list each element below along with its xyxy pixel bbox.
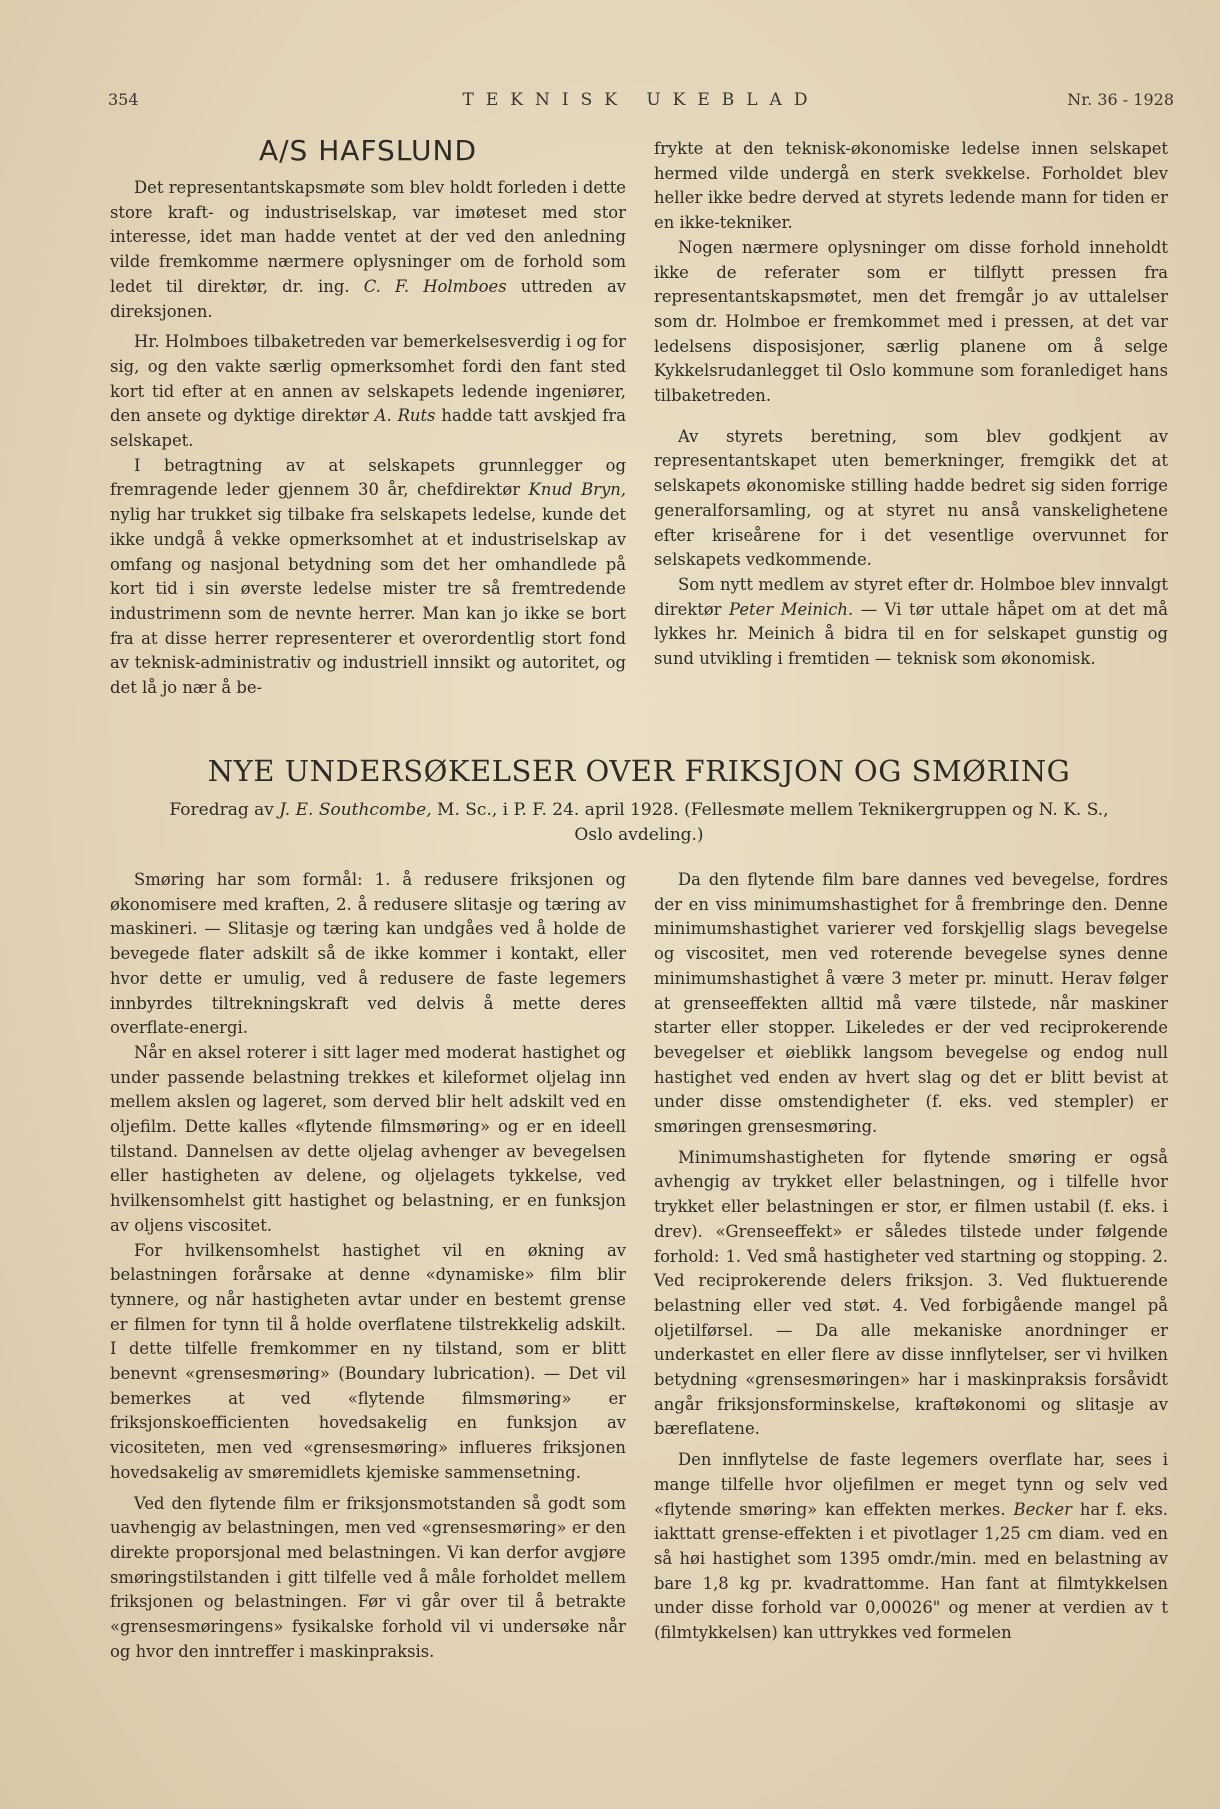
paragraph: Da den flytende film bare dannes ved bevegelse, fordres der en viss minimumshastighet for å frembringe den. Denne minimumshastighet varierer ved forskjellig slags bevegelse og viscositet, men ved roterende bevegelse synes denne minimumshastighet å være 3 meter pr. minutt. Herav følger at grenseeffekten alltid må være tilstede, når maskiner starter eller stopper. Likeledes er der ved reciprokerende bevegelser et øieblikk langsom bevegelse og endog null hastighet ved enden av hvert slag og det er blitt bevist at under disse omstendigheter (f. eks. ved stempler) er smøringen grensesmøring.: [654, 870, 1168, 1137]
paragraph: Det representantskapsmøte som blev holdt forleden i dette store kraft- og industriselskap, var imøteset med stor interesse, idet man hadde ventet at der ved den anledning vilde fremkomme nærmere oplysninger om de forhold som ledet til direktør, dr. ing. C. F. Holmboes uttreden av direksjonen.: [110, 178, 626, 321]
article-byline: Foredrag av J. E. Southcombe, M. Sc., i P. F. 24. april 1928. (Fellesmøte mellem Teknikergruppen og N. K. S., Oslo avdeling.): [169, 800, 1109, 845]
paragraph: Minimumshastigheten for flytende smøring er også avhengig av trykket eller belastningen, og i tilfelle hvor trykket eller belastningen er stor, er filmen ustabil (f. eks. i drev). «Grenseeffekt» er således tilstede under følgende forhold: 1. Ved små hastigheter ved startning og stopping. 2. Ved reciprokerende delers friksjon. 3. Ved fluktuerende belastning eller ved støt. 4. Ved forbigående mangel på oljetilførsel. — Da alle mekaniske anordninger er underkastet en eller flere av disse innflytelser, ser vi hvilken betydning «grensesmøringen» har i maskinpraksis forsåvidt angår friksjonsforminskelse, kraftøkonomi og slitasje av bæreflatene.: [654, 1147, 1168, 1439]
article-title-hafslund: A/S HAFSLUND: [258, 134, 478, 167]
paragraph: Smøring har som formål: 1. å redusere friksjonen og økonomisere med kraften, 2. å redusere slitasje og tæring av maskineri. — Slitasje og tæring kan undgåes ved å holde de bevegede flater adskilt så de ikke kommer i kontakt, eller hvor dette er umulig, ved å redusere de faste legemers innbyrdes tiltrekningskraft ved delvis å mette deres overflate-energi.: [110, 870, 626, 1038]
running-header: [108, 90, 1174, 116]
friksjon-column-left: [110, 868, 626, 1665]
paragraph: Av styrets beretning, som blev godkjent av representantskapet uten bemerkninger, fremgikk det at selskapets økonomiske stilling hadde bedret sig siden forrige generalforsamling, og at styret nu anså vanskelighetene efter kriseårene for i det vesentlige overvunnet for selskapets vedkommende.: [654, 426, 1168, 570]
paragraph: Nogen nærmere oplysninger om disse forhold inneholdt ikke de referater som er tilflytt pressen fra representantskapsmøtet, men det fremgår jo av uttalelser som dr. Holmboe er fremkommet med i pressen, at det var ledelsens disposisjoner, særlig planene om å selge Kykkelsrudanlegget til Oslo kommune som foranlediget hans tilbaketreden.: [654, 237, 1168, 406]
article-title-friksjon: NYE UNDERSØKELSER OVER FRIKSJON OG SMØRING: [207, 754, 1071, 788]
paragraph: Når en aksel roterer i sitt lager med moderat hastighet og under passende belastning trekkes et kileformet oljelag inn mellem akslen og lageret, som derved blir helt adskilt ved en oljefilm. Dette kalles «flytende filmsmøring» og er en ideell tilstand. Dannelsen av dette oljelag avhenger av bevegelsen eller hastigheten av delene, og oljelagets tykkelse, ved hvilkensomhelst gitt hastighet og belastning, er en funksjon av oljens viscositet.: [110, 1042, 626, 1235]
hafslund-column-right: [654, 137, 1168, 672]
journal-title: TEKNISK UKEBLAD: [462, 90, 820, 110]
paragraph: I betragtning av at selskapets grunnlegger og fremragende leder gjennem 30 år, chefdirektør Knud Bryn, nylig har trukket sig tilbake fra selskapets ledelse, kunde det ikke undgå å vekke opmerksomhet at et industriselskap av omfang og nasjonal betydning som det her omhandlede på kort tid i sin øverste ledelse mister tre så fremtredende industrimenn som de nevnte herrer. Man kan jo ikke se bort fra at disse herrer representerer et overordentlig stort fond av teknisk-administrativ og industriell innsikt og autoritet, og det lå jo nær å be-: [110, 455, 626, 698]
friksjon-column-right: [654, 868, 1168, 1646]
hafslund-column-left: [110, 176, 626, 701]
page-number: 354: [108, 90, 139, 109]
paragraph: Hr. Holmboes tilbaketreden var bemerkelsesverdig i og for sig, og den vakte særlig opmerksomhet fordi den fant sted kort tid efter at en annen av selskapets ledende ingeniører, den ansete og dyktige direktør A. Ruts hadde tatt avskjed fra selskapet.: [110, 332, 626, 451]
paragraph: Som nytt medlem av styret efter dr. Holmboe blev innvalgt direktør Peter Meinich. — Vi tør uttale håpet om at det må lykkes hr. Meinich å bidra til en for selskapet gunstig og sund utvikling i fremtiden — teknisk som økonomisk.: [654, 574, 1169, 669]
issue-number: Nr. 36 - 1928: [1067, 90, 1174, 109]
paragraph: frykte at den teknisk-økonomiske ledelse innen selskapet hermed vilde undergå en sterk svekkelse. Forholdet blev heller ikke bedre derved at styrets ledende mann for tiden er en ikke-tekniker.: [654, 139, 1168, 233]
paragraph: Den innflytelse de faste legemers overflate har, sees i mange tilfelle hvor oljefilmen er meget tynn og selv ved «flytende smøring» kan effekten merkes. Becker har f. eks. iakttatt grense-effekten i et pivotlager 1,25 cm diam. ved en så høi hastighet som 1395 omdr./min. med en belastning av bare 1,8 kg pr. kvadrattomme. Han fant at filmtykkelsen under disse forhold var 0,00026" og mener at verdien av t (filmtykkelsen) kan uttrykkes ved formelen: [654, 1450, 1168, 1643]
paragraph: Ved den flytende film er friksjonsmotstanden så godt som uavhengig av belastningen, men ved «grensesmøring» er den direkte proporsjonal med belastningen. Vi kan derfor avgjøre smøringstilstanden i gitt tilfelle ved å måle forholdet mellem friksjonen og belastningen. Før vi går over til å betrakte «grensesmøringens» fysikalske forhold vil vi undersøke når og hvor den inntreffer i maskinpraksis.: [110, 1493, 626, 1661]
paragraph: For hvilkensomhelst hastighet vil en økning av belastningen forårsake at denne «dynamiske» film blir tynnere, og når hastigheten avtar under en bestemt grense er filmen for tynn til å holde overflatene tilstrekkelig adskilt. I dette tilfelle fremkommer en ny tilstand, som er blitt benevnt «grensesmøring» (Boundary lubrication). — Det vil bemerkes at ved «flytende filmsmøring» er friksjonskoefficienten hovedsakelig en funksjon av vicositeten, men ved «grensesmøring» influeres friksjonen hovedsakelig av smøremidlets kjemiske sammensetning.: [110, 1240, 626, 1482]
